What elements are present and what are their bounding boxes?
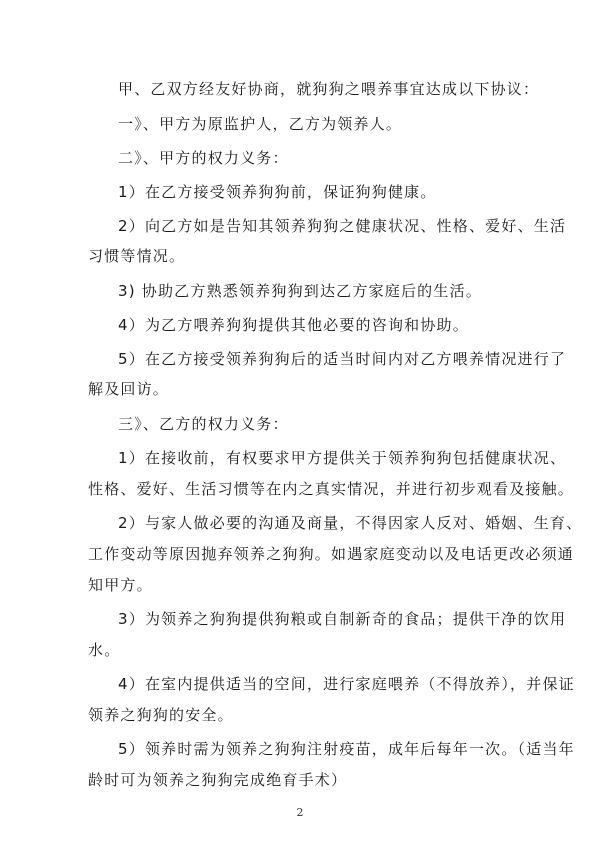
text-line: 领养之狗狗的安全。 — [88, 706, 234, 724]
text-line: 习惯等情况。 — [88, 247, 186, 265]
text-line: 2）向乙方如是告知其领养狗狗之健康状况、性格、爱好、生活 — [118, 217, 567, 235]
text-line: 1）在接收前，有权要求甲方提供关于领养狗狗包括健康状况、 — [118, 449, 567, 467]
section-heading-2: 二》、甲方的权力义务： — [118, 149, 289, 167]
page-number: 2 — [296, 806, 304, 819]
text-line: 水。 — [88, 641, 121, 659]
text-line: 解及回访。 — [88, 380, 170, 398]
section-heading-3: 三》、乙方的权力义务： — [118, 415, 289, 433]
text-line-intro: 甲、乙双方经友好协商，就狗狗之喂养事宜达成以下协议： — [118, 80, 540, 98]
text-line: 5）领养时需为领养之狗狗注射疫苗，成年后每年一次。（适当年 — [118, 740, 575, 758]
text-line: 4）在室内提供适当的空间，进行家庭喂养（不得放养），并保证 — [118, 675, 575, 693]
text-line: 1）在乙方接受领养狗狗前，保证狗狗健康。 — [118, 183, 437, 201]
text-line: 性格、爱好、生活习惯等在内之真实情况，并进行初步观看及接触。 — [88, 480, 575, 498]
section-heading-1: 一》、甲方为原监护人，乙方为领养人。 — [118, 115, 403, 133]
text-line: 2）与家人做必要的沟通及商量，不得因家人反对、婚姻、生育、 — [118, 514, 583, 532]
text-line: 3）为领养之狗狗提供狗粮或自制新奇的食品；提供干净的饮用 — [118, 610, 567, 628]
text-line: 工作变动等原因抛弃领养之狗狗。如遇家庭变动以及电话更改必须通 — [88, 545, 575, 563]
text-line: 3) 协助乙方熟悉领养狗狗到达乙方家庭后的生活。 — [118, 282, 482, 300]
text-line: 4）为乙方喂养狗狗提供其他必要的咨询和协助。 — [118, 316, 469, 334]
text-line: 龄时可为领养之狗狗完成绝育手术） — [88, 771, 348, 789]
text-line: 知甲方。 — [88, 576, 153, 594]
text-line: 5）在乙方接受领养狗狗后的适当时间内对乙方喂养情况进行了 — [118, 350, 567, 368]
